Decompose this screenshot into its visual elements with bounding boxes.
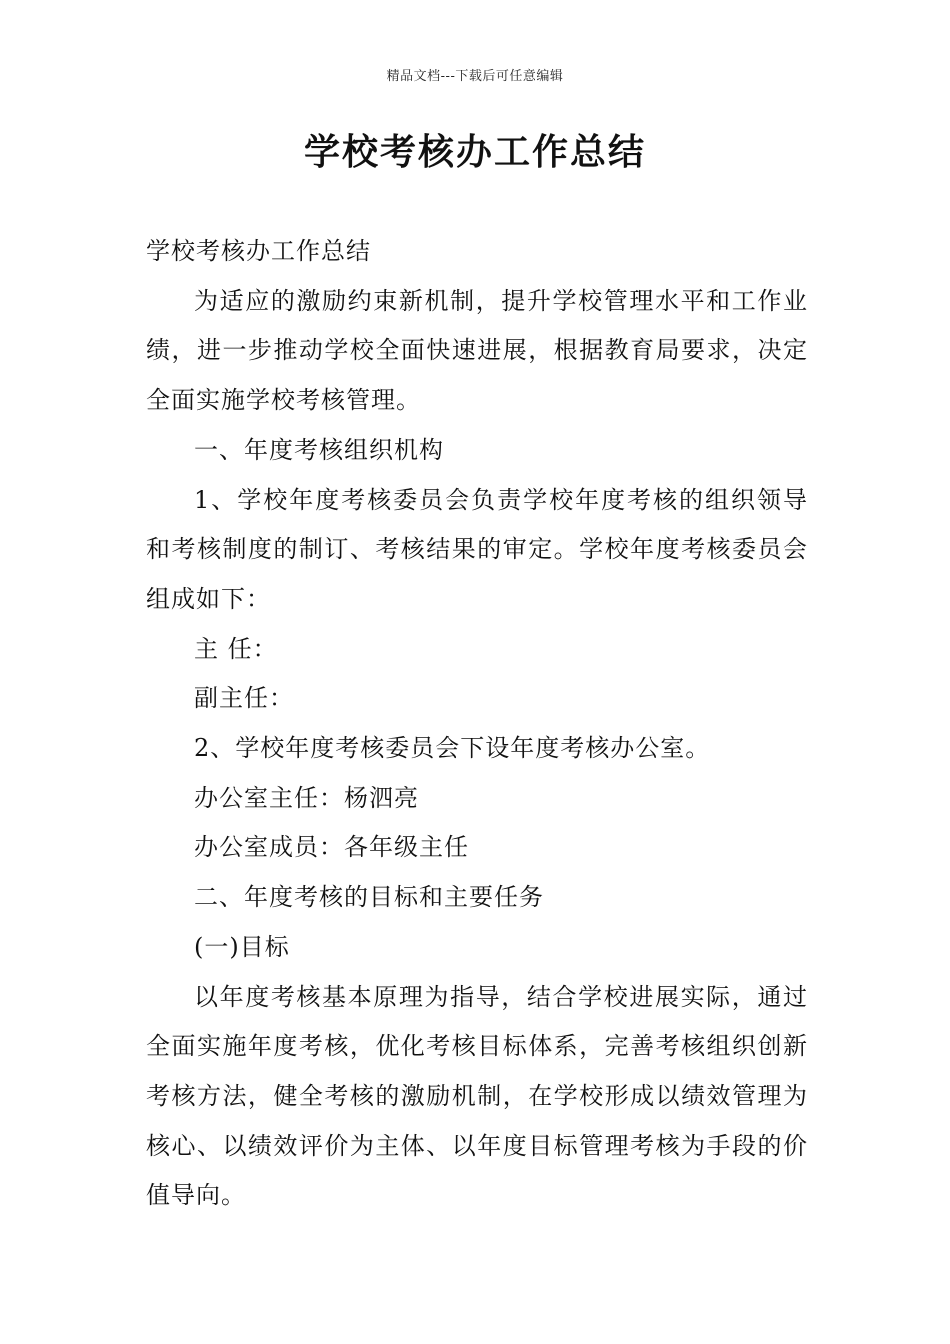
- header-note: 精品文档---下载后可任意编辑: [386, 69, 564, 84]
- paragraph-office-director: 办公室主任：杨泗亮: [194, 783, 419, 812]
- paragraph-office: 2、学校年度考核委员会下设年度考核办公室。: [194, 734, 711, 763]
- paragraph-director: 主 任：: [194, 634, 278, 663]
- paragraph-deputy-director: 副主任：: [194, 684, 294, 713]
- document-body: [146, 227, 808, 1221]
- document-subtitle: 学校考核办工作总结: [146, 237, 371, 265]
- subsection-heading-target: (一)目标: [194, 932, 290, 961]
- paragraph-target-detail: 以年度考核基本原理为指导，结合学校进展实际，通过全面实施年度考核，优化考核目标体系，完善考核组织创新考核方法，健全考核的激励机制，在学校形成以绩效管理为核心、以绩效评价为主体、以年度目标管理考核为手段的价值导向。: [146, 982, 808, 1210]
- paragraph-intro: 为适应的激励约束新机制，提升学校管理水平和工作业绩，进一步推动学校全面快速进展，根据教育局要求，决定全面实施学校考核管理。: [146, 286, 808, 415]
- section-heading-organization: 一、年度考核组织机构: [194, 435, 444, 464]
- paragraph-office-members: 办公室成员：各年级主任: [194, 833, 469, 862]
- document-title: 学校考核办工作总结: [303, 131, 646, 173]
- paragraph-committee: 1、学校年度考核委员会负责学校年度考核的组织领导和考核制度的制订、考核结果的审定。学校年度考核委员会组成如下：: [146, 485, 808, 613]
- section-heading-goals: 二、年度考核的目标和主要任务: [194, 883, 544, 912]
